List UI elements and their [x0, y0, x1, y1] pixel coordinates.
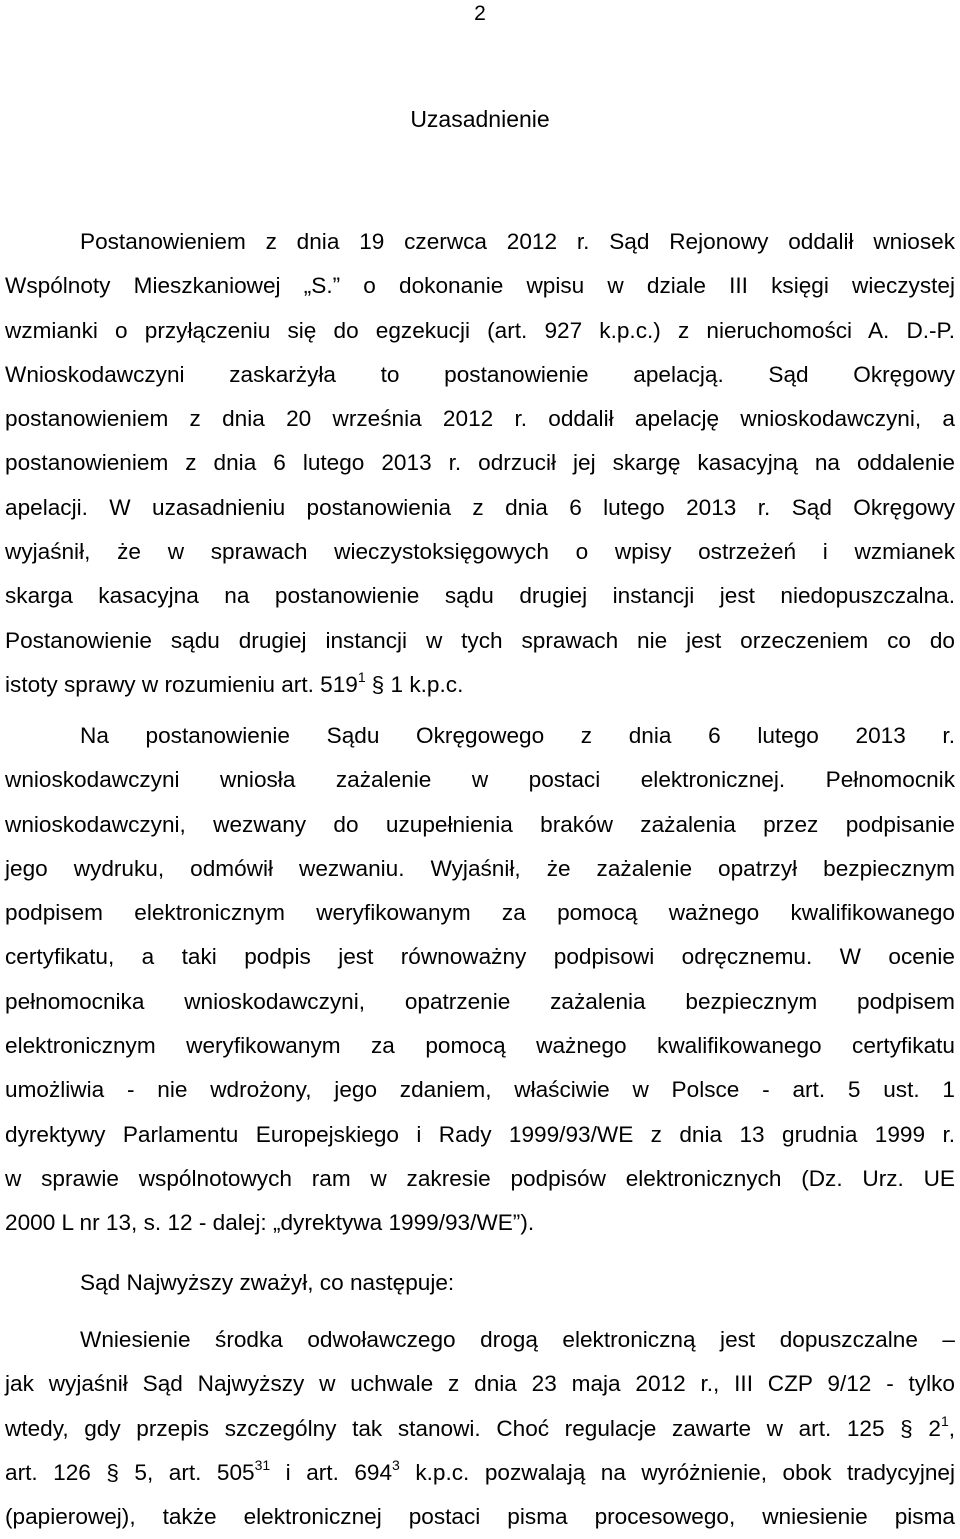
paragraph-2-line: wnioskodawczyni wniosła zażalenie w postaci elektronicznej. Pełnomocnik — [5, 767, 955, 793]
superscript: 3 — [392, 1456, 400, 1473]
paragraph-2-line: umożliwia - nie wdrożony, jego zdaniem, właściwie w Polsce - art. 5 ust. 1 — [5, 1077, 955, 1103]
paragraph-1-line: Wnioskodawczyni zaskarżyła to postanowienie apelacją. Sąd Okręgowy — [5, 361, 955, 387]
paragraph-4-line: (papierowej), także elektronicznej postaci pisma procesowego, wniesienie pisma — [5, 1504, 955, 1530]
paragraph-1-line: skarga kasacyjna na postanowienie sądu drugiej instancji jest niedopuszczalna. — [5, 583, 955, 609]
paragraph-1-line: Postanowienie sądu drugiej instancji w tych sprawach nie jest orzeczeniem co do — [5, 627, 955, 653]
paragraph-4-line — [5, 1451, 955, 1495]
paragraph-2-line: pełnomocnika wnioskodawczyni, opatrzenie zażalenia bezpiecznym podpisem — [5, 988, 955, 1014]
text-run: art. 126 — [5, 1459, 91, 1485]
paragraph-2-line: certyfikatu, a taki podpis jest równoważny podpisowi odręcznemu. W ocenie — [5, 944, 955, 970]
paragraph-1-line: Wspólnoty Mieszkaniowej „S.” o dokonanie wpisu w dziale III księgi wieczystej — [5, 273, 955, 299]
superscript: 1 — [357, 668, 366, 685]
section-sign: § — [106, 1459, 119, 1485]
section-sign: § — [371, 671, 385, 697]
text-run: 5, art. 505 — [118, 1459, 255, 1485]
page-title: Uzasadnienie — [410, 106, 550, 132]
superscript: 31 — [254, 1456, 271, 1473]
paragraph-4-line — [5, 1407, 955, 1451]
superscript: 1 — [940, 1412, 949, 1429]
text-run: i art. 694 — [270, 1459, 393, 1485]
paragraph-2-line: Na postanowienie Sądu Okręgowego z dnia 6 lutego 2013 r. — [80, 723, 955, 748]
text-run: istoty sprawy w rozumieniu art. 519 — [5, 671, 358, 697]
paragraph-2-line: wnioskodawczyni, wezwany do uzupełnienia braków zażalenia przez podpisanie — [5, 811, 955, 837]
paragraph-4-line: jak wyjaśnił Sąd Najwyższy w uchwale z dnia 23 maja 2012 r., III CZP 9/12 - tylko — [5, 1371, 955, 1397]
paragraph-1-line: postanowieniem z dnia 20 września 2012 r. oddalił apelację wnioskodawczyni, a — [5, 406, 955, 432]
paragraph-1-line: apelacji. W uzasadnieniu postanowienia z dnia 6 lutego 2013 r. Sąd Okręgowy — [5, 494, 955, 520]
section-heading: Sąd Najwyższy zważył, co następuje: — [80, 1270, 455, 1295]
paragraph-2-line: w sprawie wspólnotowych ram w zakresie podpisów elektronicznych (Dz. Urz. UE — [5, 1165, 955, 1191]
paragraph-2-line: elektronicznym weryfikowanym za pomocą ważnego kwalifikowanego certyfikatu — [5, 1033, 955, 1059]
text-run: 1 k.p.c. — [384, 671, 464, 697]
text-run: wtedy, gdy przepis szczególny tak stanowi. Choć regulacje zawarte w art. 125 — [5, 1415, 885, 1441]
paragraph-2-line: dyrektywy Parlamentu Europejskiego i Rady 1999/93/WE z dnia 13 grudnia 1999 r. — [5, 1121, 955, 1147]
paragraph-1 — [5, 220, 955, 707]
paragraph-1-line: postanowieniem z dnia 6 lutego 2013 r. odrzucił jej skargę kasacyjną na oddalenie — [5, 450, 955, 476]
text-run: , — [948, 1415, 956, 1441]
paragraph-2-line: 2000 L nr 13, s. 12 - dalej: „dyrektywa 1999/93/WE”). — [5, 1210, 535, 1236]
page-number: 2 — [474, 2, 486, 25]
section-sign: § — [900, 1415, 913, 1441]
paragraph-1-line: wzmianki o przyłączeniu się do egzekucji (art. 927 k.p.c.) z nieruchomości A. D.-P. — [5, 317, 955, 343]
paragraph-1-last-line — [5, 663, 955, 707]
paragraph-2-line: jego wydruku, odmówił wezwaniu. Wyjaśnił, że zażalenie opatrzył bezpiecznym — [5, 855, 955, 881]
paragraph-2 — [5, 714, 955, 1246]
paragraph-4-line: Wniesienie środka odwoławczego drogą elektroniczną jest dopuszczalne – — [80, 1327, 955, 1352]
paragraph-4 — [5, 1318, 955, 1539]
paragraph-1-line: Postanowieniem z dnia 19 czerwca 2012 r. Sąd Rejonowy oddalił wniosek — [80, 229, 955, 254]
paragraph-1-line: wyjaśnił, że w sprawach wieczystoksięgowych o wpisy ostrzeżeń i wzmianek — [5, 539, 955, 565]
paragraph-3 — [80, 1268, 454, 1298]
text-run: 2 — [912, 1415, 941, 1441]
text-run: k.p.c. pozwalają na wyróżnienie, obok tradycyjnej — [399, 1459, 955, 1485]
paragraph-2-line: podpisem elektronicznym weryfikowanym za pomocą ważnego kwalifikowanego — [5, 900, 955, 926]
